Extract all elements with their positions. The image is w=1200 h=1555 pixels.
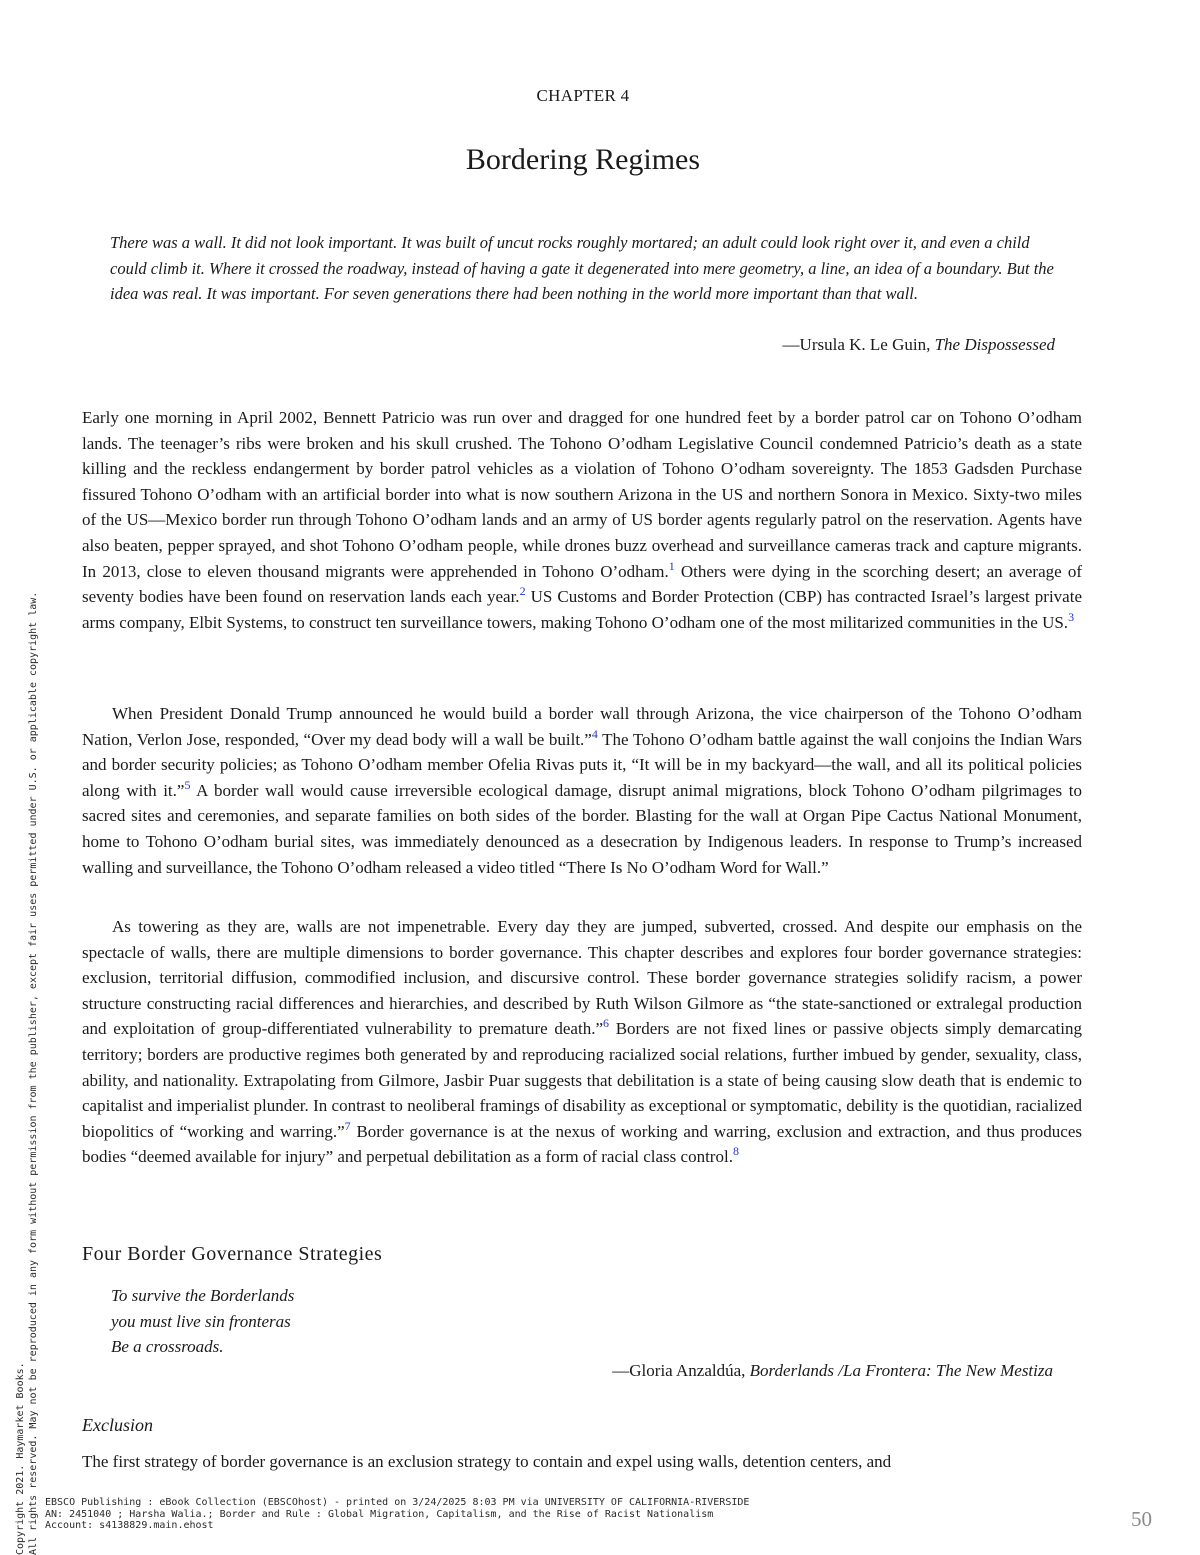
subsection-heading: Exclusion	[82, 1415, 153, 1435]
poem-line-3: Be a crossroads.	[111, 1337, 224, 1356]
copyright-notice	[14, 395, 40, 1555]
poem-attribution	[612, 1361, 1053, 1381]
epigraph-attribution	[783, 335, 1055, 355]
poem-epigraph	[111, 1283, 294, 1360]
paragraph-text: US Customs and Border Protection (CBP) has contracted Israel’s largest private arms company, Elbit Systems, to construct ten surveillance towers, making Tohono O’odham one of the most militarized communities in the US.	[82, 587, 1083, 632]
section-heading: Four Border Governance Strategies	[82, 1243, 383, 1265]
body-paragraph-2	[82, 701, 1082, 880]
paragraph-text: The Tohono O’odham battle against the wall conjoins the Indian Wars and border security policies; as Tohono O’odham member Ofelia Rivas puts it, “It will be in my backyard—the wall, and all its political policies along with it.”	[82, 729, 1082, 800]
paragraph-text: As towering as they are, walls are not impenetrable. Every day they are jumped, subverted, crossed. And despite our emphasis on the spectacle of walls, there are multiple dimensions to border governance. This chapter describes and explores four border governance strategies: exclusion, territorial diffusion, commodified inclusion, and discursive control. These border governance strategies solidify racism, a power structure constructing racial differences and hierarchies, and described by Ruth Wilson Gilmore as “the state-sanctioned or extralegal production and exploitation of group-differentiated vulnerability to premature death.”	[82, 917, 1082, 1039]
chapter-label: CHAPTER 4	[536, 86, 630, 105]
attribution-work: Borderlands /La Frontera: The New Mestiza	[749, 1361, 1053, 1380]
copyright-line-1: Copyright 2021. Haymarket Books.	[15, 1362, 26, 1555]
paragraph-text: Borders are not fixed lines or passive objects simply demarcating territory; borders are productive regimes both generated by and reproducing racialized social relations, further imbued by gender, sexuality, class, ability, and nationality. Extrapolating from Gilmore, Jasbir Puar suggests that debilitation is a state of being causing slow death that is endemic to capitalist and imperialist plunder. In contrast to neoliberal framings of disability as exceptional or symptomatic, debility is the quotidian, racialized biopolitics of “working and warring.”	[82, 1019, 1082, 1141]
paragraph-text: Border governance is at the nexus of working and warring, exclusion and extraction, and thus produces bodies “deemed available for injury” and perpetual debilitation as a form of racial class control.	[82, 1121, 1082, 1167]
footnote-ref-8[interactable]: 8	[732, 1144, 739, 1159]
poem-line-1: To survive the Borderlands	[111, 1286, 295, 1305]
body-paragraph-1	[82, 405, 1082, 635]
chapter-title: Bordering Regimes	[465, 143, 701, 176]
poem-line-2: you must live sin fronteras	[111, 1311, 291, 1331]
footnote-ref-2[interactable]: 2	[519, 584, 526, 599]
paragraph-text: A border wall would cause irreversible ecological damage, disrupt animal migrations, block Tohono O’odham pilgrimages to sacred sites and ceremonies, and separate families on both sides of the border. Blasting for the wall at Organ Pipe Cactus National Monument, home to Tohono O’odham burial sites, was immediately denounced as a desecration by Indigenous leaders. In response to Trump’s increased walling and surveillance, the Tohono O’odham released a video titled “There Is No O’odham Word for Wall.”	[82, 780, 1082, 877]
copyright-line-2: All rights reserved. May not be reproduced in any form without permission from the publisher, except fair uses permitted under U.S. or applicable copyright law.	[28, 591, 39, 1555]
paragraph-text: When President Donald Trump announced he would build a border wall through Arizona, the vice chairperson of the Tohono O’odham Nation, Verlon Jose, responded, “Over my dead body will a wall be built.”	[82, 704, 1082, 749]
epigraph-quote: There was a wall. It did not look important. It was built of uncut rocks roughly mortared; an adult could look right over it, and even a child could climb it. Where it crossed the roadway, instead of having a gate it degenerated into mere geometry, a line, an idea of a boundary. But the idea was real. It was important. For seven generations there had been nothing in the world more important than that wall.	[110, 233, 1054, 303]
footnote-ref-6[interactable]: 6	[603, 1016, 609, 1031]
body-paragraph-3	[82, 914, 1082, 1170]
paragraph-text: Others were dying in the scorching desert; an average of seventy bodies have been found on reservation lands each year.	[82, 561, 1082, 607]
footnote-ref-1[interactable]: 1	[668, 558, 675, 573]
page-number: 50	[1131, 1507, 1152, 1531]
paragraph-text: Early one morning in April 2002, Bennett Patricio was run over and dragged for one hundred feet by a border patrol car on Tohono O’odham lands. The teenager’s ribs were broken and his skull crushed. The Tohono O’odham Legislative Council condemned Patricio’s death as a state killing and the reckless endangerment by border patrol vehicles as a violation of Tohono O’odham sovereignty. The 1853 Gadsden Purchase fissured Tohono O’odham with an artificial border into what is now southern Arizona in the US and northern Sonora in Mexico. Sixty-two miles of the US—Mexico border run through Tohono O’odham lands and an army of US border agents regularly patrol on the reservation. Agents have also beaten, pepper sprayed, and shot Tohono O’odham people, while drones buzz overhead and surveillance cameras track and capture migrants. In 2013, close to eleven thousand migrants were apprehended in Tohono O’odham.	[82, 408, 1082, 581]
footnote-ref-3[interactable]: 3	[1068, 609, 1075, 624]
footer-line-2: AN: 2451040 ; Harsha Walia.; Border and Rule : Global Migration, Capitalism, and the Rise of Racist Nationalism	[45, 1508, 714, 1520]
attribution-author: —Gloria Anzaldúa,	[612, 1361, 750, 1380]
footer-line-3: Account: s4138829.main.ehost	[45, 1520, 214, 1531]
body-paragraph-4: The first strategy of border governance is an exclusion strategy to contain and expel using walls, detention centers, and	[82, 1452, 892, 1471]
footnote-ref-5[interactable]: 5	[184, 777, 191, 792]
attribution-work: The Dispossessed	[934, 335, 1055, 354]
footnote-ref-7[interactable]: 7	[344, 1118, 351, 1133]
ebsco-footer	[45, 1497, 749, 1532]
footnote-ref-4[interactable]: 4	[591, 726, 598, 741]
attribution-author: —Ursula K. Le Guin,	[782, 335, 935, 354]
footer-line-1: EBSCO Publishing : eBook Collection (EBSCOhost) - printed on 3/24/2025 8:03 PM via UNIVERSITY OF CALIFORNIA-RIVERSIDE	[45, 1497, 750, 1508]
